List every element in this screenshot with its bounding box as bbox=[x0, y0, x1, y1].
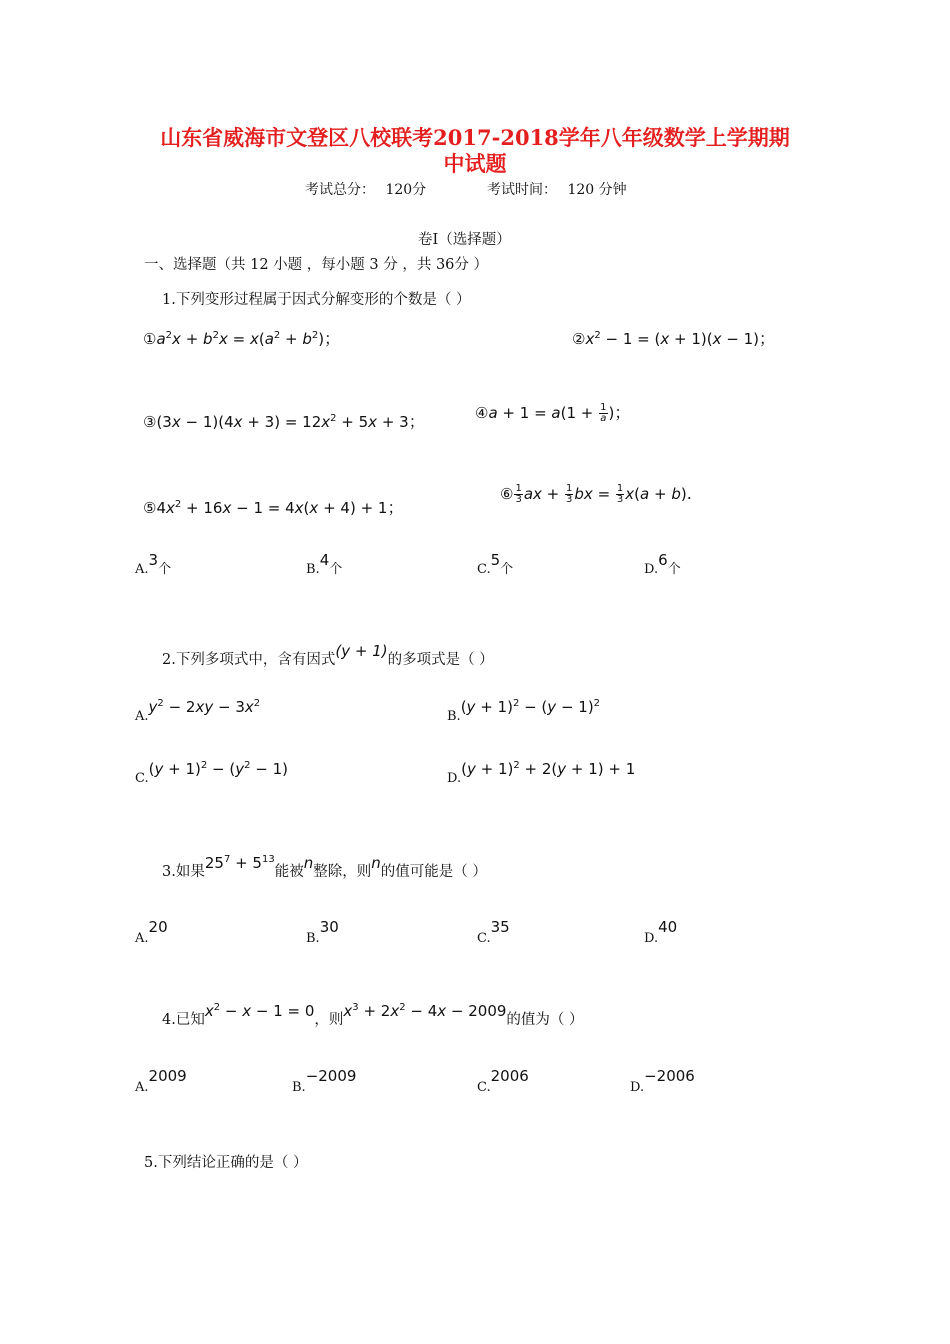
option-value: 3 bbox=[148, 551, 159, 569]
q1-item-6 bbox=[500, 484, 692, 505]
exam-time-value: 120 分钟 bbox=[567, 182, 627, 198]
q1-item-2-suffix: ； bbox=[758, 329, 775, 348]
stem-factor: (y + 1) bbox=[335, 642, 388, 660]
question-3-stem bbox=[162, 854, 487, 881]
q3-option-d[interactable] bbox=[644, 918, 678, 946]
q1-item-1-suffix: ； bbox=[324, 329, 341, 348]
q2-option-d[interactable] bbox=[447, 760, 636, 786]
stem-text: 能被 bbox=[274, 864, 304, 880]
option-value: −2009 bbox=[305, 1067, 357, 1085]
option-letter: A. bbox=[135, 562, 149, 577]
stem-expr: $25^7 + 5^{13}$ bbox=[204, 854, 275, 872]
option-letter: C. bbox=[477, 1080, 491, 1095]
page-title-line-2: 中试题 bbox=[443, 151, 507, 176]
exam-total-value: 120分 bbox=[385, 182, 427, 198]
q1-item-4-expr: a + 1 = a(1 + $\frac{1}{a}$ ) bbox=[488, 402, 615, 424]
volume-title: 卷Ⅰ（选择题） bbox=[418, 232, 511, 248]
option-unit: 个 bbox=[329, 562, 343, 577]
option-letter: B. bbox=[306, 562, 320, 577]
exam-time bbox=[487, 179, 627, 199]
q1-item-3-marker: ③ bbox=[143, 413, 157, 431]
question-1-stem: 1.下列变形过程属于因式分解变形的个数是（ ） bbox=[162, 292, 471, 308]
option-letter: D. bbox=[630, 1080, 645, 1095]
option-letter: A. bbox=[135, 1080, 149, 1095]
q1-option-b[interactable] bbox=[306, 551, 343, 577]
q1-item-4-suffix: ； bbox=[614, 403, 631, 422]
q2-option-a[interactable] bbox=[135, 698, 261, 724]
option-letter: B. bbox=[292, 1080, 306, 1095]
q1-item-6-expr: $\frac{1}{3}$ ax + $\frac{1}{3}$ bx = $\frac{1}{3}$ x(a + b) bbox=[515, 483, 687, 505]
q1-item-5-marker: ⑤ bbox=[143, 499, 157, 517]
option-value: 6 bbox=[658, 551, 668, 569]
option-letter: D. bbox=[447, 771, 462, 786]
option-value: 2006 bbox=[490, 1067, 529, 1085]
q1-option-c[interactable] bbox=[477, 551, 514, 577]
q4-option-d[interactable] bbox=[630, 1067, 695, 1095]
option-unit: 个 bbox=[158, 562, 172, 577]
q1-item-4-marker: ④ bbox=[475, 404, 489, 422]
stem-variable-n: n bbox=[303, 854, 314, 872]
option-letter: C. bbox=[135, 771, 149, 786]
option-letter: D. bbox=[644, 931, 659, 946]
option-value: 5 bbox=[490, 551, 501, 569]
option-value: 20 bbox=[148, 918, 168, 936]
option-expr: $y^2 - 2xy - 3x^2$ bbox=[148, 698, 261, 716]
option-expr: $(y + 1)^2 - (y^2 - 1)$ bbox=[148, 760, 288, 778]
option-value: 35 bbox=[490, 918, 510, 936]
q4-option-a[interactable] bbox=[135, 1067, 187, 1095]
stem-text: 2.下列多项式中，含有因式 bbox=[162, 652, 336, 668]
stem-text: 4.已知 bbox=[162, 1012, 205, 1028]
option-letter: B. bbox=[306, 931, 320, 946]
question-5-stem: 5.下列结论正确的是（ ） bbox=[144, 1155, 308, 1171]
stem-text: 的值为（ ） bbox=[506, 1012, 584, 1028]
q1-option-d[interactable] bbox=[644, 551, 681, 577]
q1-item-6-suffix: . bbox=[686, 484, 692, 503]
option-value: 2009 bbox=[148, 1067, 187, 1085]
q1-item-1-marker: ① bbox=[143, 330, 157, 348]
option-letter: B. bbox=[447, 709, 461, 724]
q2-option-b[interactable] bbox=[447, 698, 601, 724]
page-title-line-1: 山东省威海市文登区八校联考2017-2018学年八年级数学上学期期 bbox=[160, 125, 790, 150]
q1-item-2-marker: ② bbox=[572, 330, 586, 348]
option-value: 4 bbox=[319, 551, 330, 569]
q4-option-c[interactable] bbox=[477, 1067, 529, 1095]
option-unit: 个 bbox=[500, 562, 514, 577]
q1-item-5-expr: $4x^2 + 16x - 1 = 4x(x + 4) + 1$ bbox=[156, 499, 388, 517]
q3-option-b[interactable] bbox=[306, 918, 339, 946]
q1-item-5-suffix: ； bbox=[387, 498, 404, 517]
option-unit: 个 bbox=[667, 562, 681, 577]
q1-item-3-expr: $(3x - 1)(4x + 3) = 12x^2 + 5x + 3$ bbox=[156, 413, 409, 431]
stem-text: 整除，则 bbox=[313, 864, 372, 880]
option-expr: $(y + 1)^2 - (y - 1)^2$ bbox=[460, 698, 601, 716]
option-value: 40 bbox=[658, 918, 678, 936]
stem-target-expr: $x^3 + 2x^2 - 4x - 2009$ bbox=[343, 1002, 507, 1020]
stem-variable-n: n bbox=[371, 854, 381, 872]
option-value: 30 bbox=[319, 918, 339, 936]
question-2-stem bbox=[162, 642, 494, 669]
section-heading: 一、选择题（共 12 小题 ，每小题 3 分 ，共 36分 ） bbox=[144, 257, 488, 273]
option-letter: A. bbox=[135, 931, 149, 946]
q1-item-6-marker: ⑥ bbox=[500, 485, 514, 503]
q3-option-c[interactable] bbox=[477, 918, 510, 946]
q1-item-3-suffix: ； bbox=[408, 412, 425, 431]
q1-option-a[interactable] bbox=[135, 551, 172, 577]
option-expr: $(y + 1)^2 + 2(y + 1) + 1$ bbox=[461, 760, 636, 778]
q2-option-c[interactable] bbox=[135, 760, 288, 786]
exam-total-label: 考试总分： bbox=[305, 182, 375, 198]
q1-item-1 bbox=[143, 326, 340, 349]
stem-text: 的多项式是（ ） bbox=[387, 652, 494, 668]
stem-text: ，则 bbox=[314, 1012, 344, 1028]
q4-option-b[interactable] bbox=[292, 1067, 357, 1095]
option-letter: D. bbox=[644, 562, 659, 577]
stem-text: 3.如果 bbox=[162, 864, 205, 880]
stem-condition-expr: $x^2 - x - 1 = 0$ bbox=[204, 1002, 315, 1020]
option-letter: C. bbox=[477, 931, 491, 946]
exam-total-score bbox=[305, 179, 426, 199]
q1-item-3 bbox=[143, 409, 425, 432]
option-letter: C. bbox=[477, 562, 491, 577]
exam-time-label: 考试时间： bbox=[487, 182, 557, 198]
q1-item-1-expr: $a^2x + b^2x = x(a^2 + b^2)$ bbox=[156, 330, 325, 348]
question-4-stem bbox=[162, 1002, 584, 1029]
q1-item-2-expr: $x^2 - 1 = (x + 1)(x - 1)$ bbox=[585, 330, 759, 348]
q1-item-4 bbox=[475, 400, 630, 424]
option-value: −2006 bbox=[644, 1067, 695, 1085]
option-letter: A. bbox=[135, 709, 149, 724]
q1-item-2 bbox=[572, 326, 775, 349]
stem-text: 的值可能是（ ） bbox=[380, 864, 487, 880]
q3-option-a[interactable] bbox=[135, 918, 168, 946]
q1-item-5 bbox=[143, 495, 403, 518]
